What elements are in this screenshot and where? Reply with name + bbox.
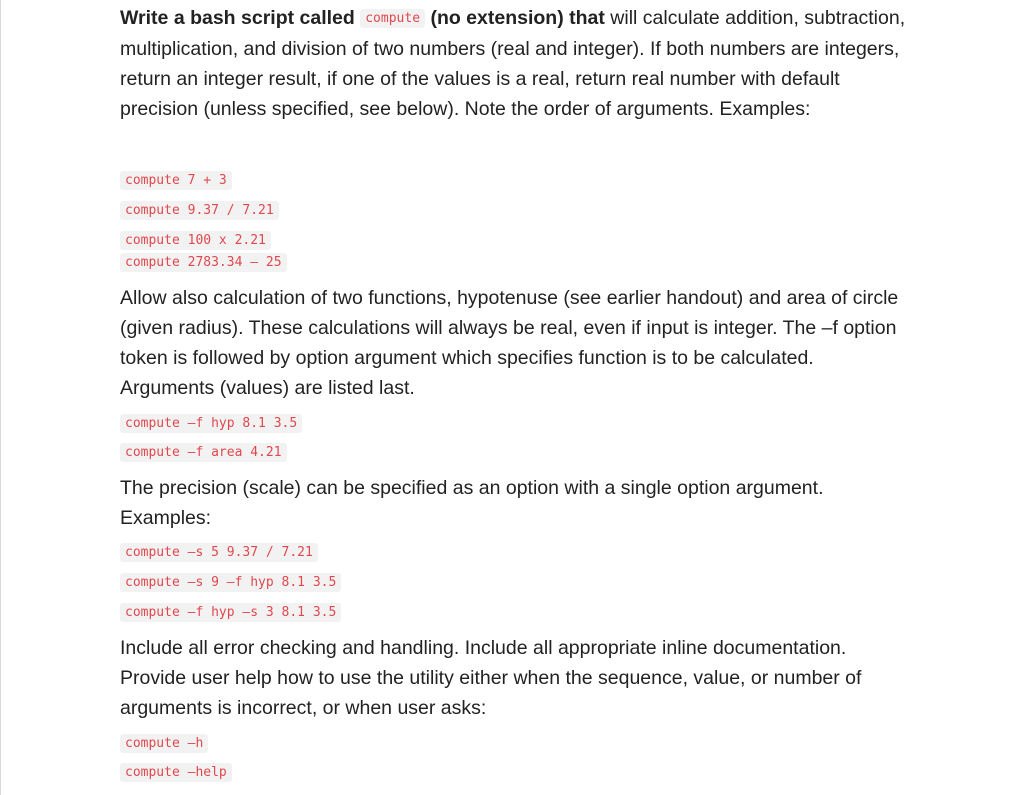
intro-bold-suffix: (no extension) that	[425, 7, 605, 29]
script-name-code: compute	[360, 9, 425, 28]
help-example-command: compute –help	[120, 763, 232, 782]
precision-example-command: compute –f hyp –s 3 8.1 3.5	[120, 603, 341, 622]
example-command: compute 100 x 2.21	[120, 231, 271, 250]
intro-bold-prefix: Write a bash script called	[120, 7, 361, 29]
precision-example-command: compute –s 5 9.37 / 7.21	[120, 543, 318, 562]
errors-paragraph: Include all error checking and handling. Include all appropriate inline documentation. Provide user help how to use the utility either when the sequence, value, or number of arguments is incorrect, or when user asks:	[120, 637, 862, 719]
intro-paragraph	[120, 3, 910, 124]
intro-text: will calculate addition, subtraction, multiplication, and division of two numbers (real and integer). If both numbers are integers, return an integer result, if one of the values is a real, return real number with default precision (unless specified, see below). Note the order of arguments. Examples:	[120, 7, 906, 120]
example-command: compute 9.37 / 7.21	[120, 201, 279, 220]
example-command: compute 2783.34 – 25	[120, 253, 287, 272]
page-left-border	[0, 0, 1, 795]
precision-paragraph: The precision (scale) can be specified as an option with a single option argument. Examples:	[120, 477, 824, 529]
precision-example-command: compute –s 9 –f hyp 8.1 3.5	[120, 573, 341, 592]
function-example-command: compute –f hyp 8.1 3.5	[120, 414, 302, 433]
example-command: compute 7 + 3	[120, 171, 232, 190]
functions-paragraph: Allow also calculation of two functions, hypotenuse (see earlier handout) and area of circle (given radius). These calculations will always be real, even if input is integer. The –f option token is followed by option argument which specifies function is to be calculated. Arguments (values) are listed last.	[120, 287, 899, 399]
help-example-command: compute –h	[120, 734, 208, 753]
function-example-command: compute –f area 4.21	[120, 443, 287, 462]
